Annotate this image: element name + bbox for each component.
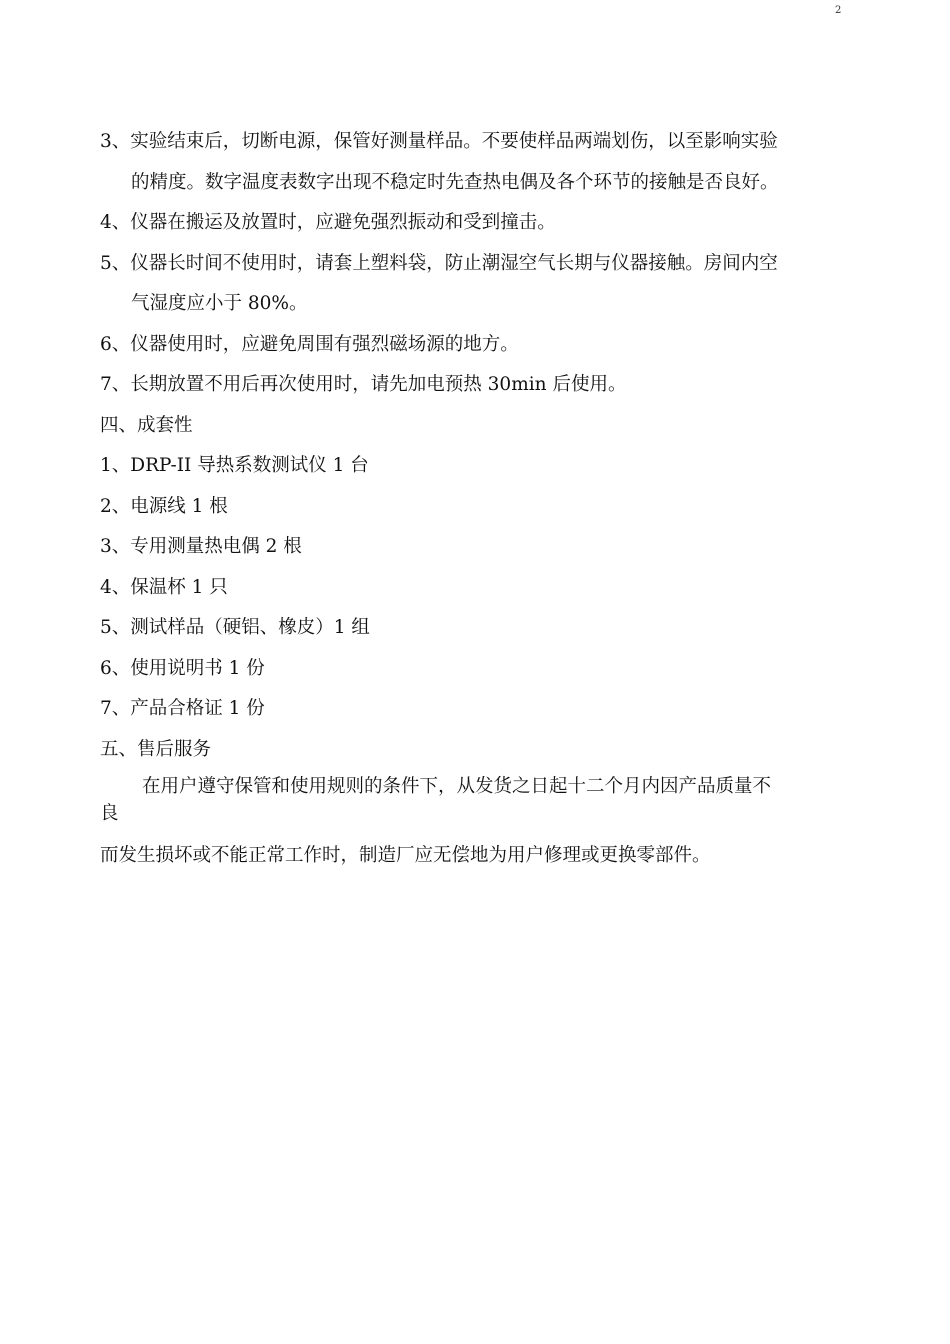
note-number: 4、 [100,212,131,233]
service-paragraph-line-3: 而发生损坏或不能正常工作时，制造厂应无偿地为用户修理或更换零部件。 [100,845,711,866]
note-text: 仪器在搬运及放置时，应避免强烈振动和受到撞击。 [130,212,556,233]
note-3-line-2: 的精度。数字温度表数字出现不稳定时先查热电偶及各个环节的接触是否良好。 [131,171,779,193]
kit-item: 3、专用测量热电偶 2 根 [100,536,302,557]
section-4-heading: 四、成套性 [100,414,193,436]
note-6 [100,328,845,369]
kit-item: 7、产品合格证 1 份 [100,698,265,719]
section-5-heading: 五、售后服务 [100,738,212,760]
note-text: 长期放置不用后再次使用时，请先加电预热 30min 后使用。 [130,374,627,395]
note-5-line-1 [100,247,845,288]
kit-item: 6、使用说明书 1 份 [100,657,265,679]
page-number: 2 [835,5,842,16]
note-number: 6、 [100,333,131,355]
note-number: 7、 [100,374,131,395]
note-text: 仪器使用时，应避免周围有强烈磁场源的地方。 [130,333,519,355]
note-number: 3、 [100,131,131,152]
note-text: 仪器长时间不使用时，请套上塑料袋，防止潮湿空气长期与仪器接触。房间内空 [130,252,778,274]
kit-item: 1、DRP-II 导热系数测试仪 1 台 [100,455,369,476]
note-5-line-2: 气湿度应小于 80%。 [131,293,308,314]
kit-item: 2、电源线 1 根 [100,495,228,517]
document-body [100,125,845,880]
service-paragraph-line-1: 在用户遵守保管和使用规则的条件下，从发货之日起十二个月内因产品质量不 [142,776,772,797]
note-3-line-1 [100,125,845,166]
note-number: 5、 [100,252,131,274]
service-paragraph-line-2: 良 [100,803,119,824]
note-4 [100,206,845,247]
note-7 [100,368,845,409]
note-text: 实验结束后，切断电源，保管好测量样品。不要使样品两端划伤，以至影响实验 [130,131,778,152]
kit-item: 4、保温杯 1 只 [100,576,228,598]
kit-item: 5、测试样品（硬铝、橡皮）1 组 [100,617,370,638]
